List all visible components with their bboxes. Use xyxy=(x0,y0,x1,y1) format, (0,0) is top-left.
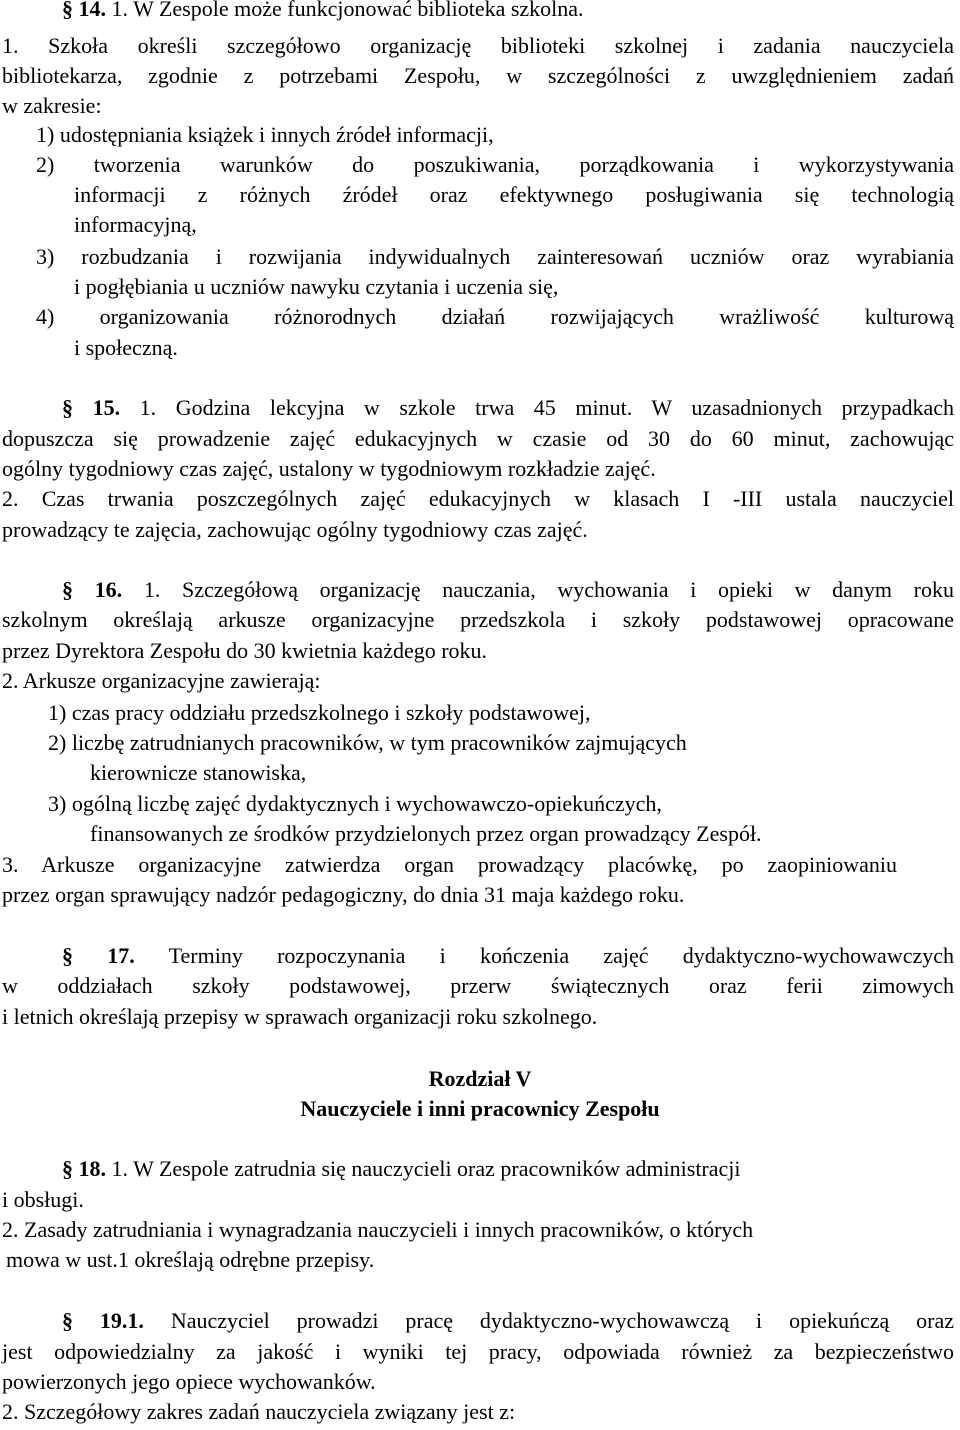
list-item: 2) tworzenia warunków do poszukiwania, porządkowania i wykorzystywania xyxy=(36,152,954,177)
text-line: i społeczną. xyxy=(74,335,178,360)
text-line: 2. Arkusze organizacyjne zawierają: xyxy=(2,668,321,693)
paragraph-sign: § xyxy=(62,943,73,968)
chapter-subtitle: Nauczyciele i inni pracownicy Zespołu xyxy=(300,1096,660,1121)
text-line: informacyjną, xyxy=(74,212,197,237)
section-number: 16. xyxy=(94,577,123,602)
paragraph-sign: § xyxy=(62,577,73,602)
text-line: jest odpowiedzialny za jakość i wyniki tej pracy, odpowiada również za bezpieczeństwo xyxy=(2,1339,954,1364)
text-line: mowa w ust.1 określają odrębne przepisy. xyxy=(6,1247,375,1272)
text-line: 1. Szkoła określi szczegółowo organizację biblioteki szkolnej i zadania nauczyciela xyxy=(2,33,954,58)
text-line: i pogłębiania u uczniów nawyku czytania i uczenia się, xyxy=(74,274,559,299)
paragraph-sign: § xyxy=(62,395,73,420)
text-line: 3. Arkusze organizacyjne zatwierdza organ prowadzący placówkę, po zaopiniowaniu xyxy=(2,852,897,877)
text-line: kierownicze stanowiska, xyxy=(90,760,307,785)
text-line: powierzonych jego opiece wychowanków. xyxy=(2,1369,376,1394)
text-line: w zakresie: xyxy=(2,93,102,118)
text-line: 2. Szczegółowy zakres zadań nauczyciela związany jest z: xyxy=(2,1399,516,1424)
text-line: 2. Czas trwania poszczególnych zajęć edukacyjnych w klasach I -III ustala nauczyciel xyxy=(2,486,954,511)
paragraph-sign: § xyxy=(62,0,73,21)
section-14-heading xyxy=(62,0,584,24)
list-item: 1) udostępniania książek i innych źródeł informacji, xyxy=(36,122,494,147)
list-item: 2) liczbę zatrudnianych pracowników, w tym pracowników zajmujących xyxy=(48,730,687,755)
chapter-title: Rozdział V xyxy=(428,1066,532,1091)
text-line: szkolnym określają arkusze organizacyjne przedszkola i szkoły podstawowej opracowane xyxy=(2,607,954,632)
section-19-heading: § 19.1. Nauczyciel prowadzi pracę dydaktyczno-wychowawczą i opiekuńczą oraz xyxy=(62,1308,954,1333)
section-14-heading-text: 1. W Zespole może funkcjonować biblioteka szkolna. xyxy=(111,0,584,21)
text-line: ogólny tygodniowy czas zajęć, ustalony w tygodniowym rozkładzie zajęć. xyxy=(2,456,656,481)
list-item: 4) organizowania różnorodnych działań rozwijających wrażliwość kulturową xyxy=(36,304,954,329)
section-number: 18. xyxy=(78,1156,106,1181)
text-line: 2. Zasady zatrudniania i wynagradzania nauczycieli i innych pracowników, o których xyxy=(2,1217,754,1242)
paragraph-sign: § xyxy=(62,1156,73,1181)
section-17-heading: § 17. Terminy rozpoczynania i kończenia zajęć dydaktyczno-wychowawczych xyxy=(62,943,955,968)
text-line: przez organ sprawujący nadzór pedagogiczny, do dnia 31 maja każdego roku. xyxy=(2,882,685,907)
list-item: 3) rozbudzania i rozwijania indywidualnych zainteresowań uczniów oraz wyrabiania xyxy=(36,244,954,269)
text-line: informacji z różnych źródeł oraz efektywnego posługiwania się technologią xyxy=(74,182,954,207)
section-15-heading: § 15. 1. Godzina lekcyjna w szkole trwa 45 minut. W uzasadnionych przypadkach xyxy=(62,395,955,420)
text-line: dopuszcza się prowadzenie zajęć edukacyjnych w czasie od 30 do 60 minut, zachowując xyxy=(2,426,954,451)
section-16-heading: § 16. 1. Szczegółową organizację nauczania, wychowania i opieki w danym roku xyxy=(62,577,954,602)
section-18-heading: § 18. 1. W Zespole zatrudnia się nauczycieli oraz pracowników administracji xyxy=(62,1156,741,1181)
text-line: przez Dyrektora Zespołu do 30 kwietnia każdego roku. xyxy=(2,638,488,663)
section-number: 15. xyxy=(92,395,121,420)
paragraph-sign: § xyxy=(62,1308,73,1333)
list-item: 1) czas pracy oddziału przedszkolnego i szkoły podstawowej, xyxy=(48,700,591,725)
text-line: i letnich określają przepisy w sprawach organizacji roku szkolnego. xyxy=(2,1004,598,1029)
text-line: finansowanych ze środków przydzielonych przez organ prowadzący Zespół. xyxy=(90,821,762,846)
section-number: 14. xyxy=(78,0,106,21)
text-line: prowadzący te zajęcia, zachowując ogólny tygodniowy czas zajęć. xyxy=(2,517,588,542)
list-item: 3) ogólną liczbę zajęć dydaktycznych i wychowawczo-opiekuńczych, xyxy=(48,791,662,816)
text-line: w oddziałach szkoły podstawowej, przerw świątecznych oraz ferii zimowych xyxy=(2,973,954,998)
section-number: 19.1. xyxy=(99,1308,144,1333)
text-line: i obsługi. xyxy=(2,1187,84,1212)
section-number: 17. xyxy=(107,943,135,968)
text-line: bibliotekarza, zgodnie z potrzebami Zespołu, w szczególności z uwzględnieniem zadań xyxy=(2,63,954,88)
